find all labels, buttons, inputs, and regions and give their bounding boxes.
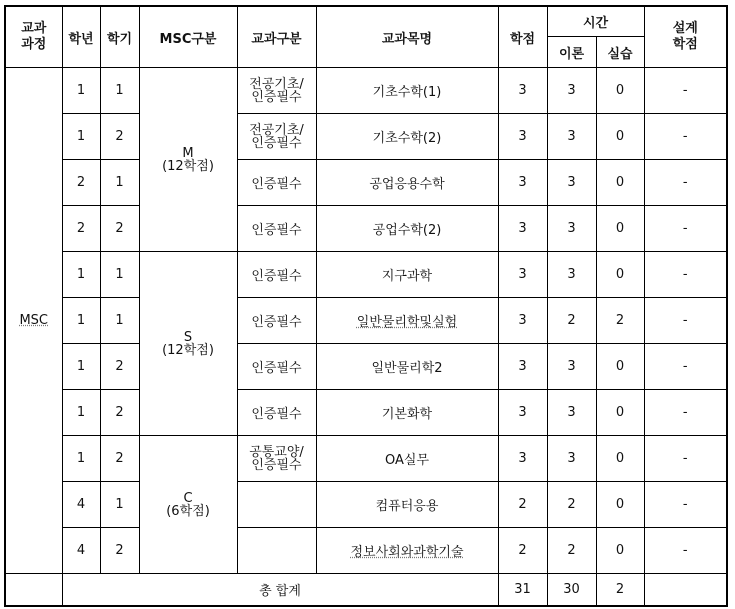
course-type-cell: 공통교양/ 인증필수 bbox=[237, 436, 316, 482]
year-cell: 1 bbox=[62, 390, 100, 436]
msc-curriculum-table bbox=[4, 5, 728, 607]
practice-cell: 0 bbox=[596, 344, 644, 390]
year-cell: 1 bbox=[62, 68, 100, 114]
theory-cell: 3 bbox=[547, 206, 596, 252]
course-type-cell: 인증필수 bbox=[237, 298, 316, 344]
semester-cell: 1 bbox=[100, 482, 139, 528]
header-year: 학년 bbox=[62, 6, 100, 68]
practice-cell: 0 bbox=[596, 68, 644, 114]
header-practice: 실습 bbox=[596, 37, 644, 68]
credits-cell: 2 bbox=[498, 482, 547, 528]
course-name-cell: 지구과학 bbox=[316, 252, 498, 298]
practice-cell: 0 bbox=[596, 390, 644, 436]
practice-cell: 0 bbox=[596, 206, 644, 252]
theory-cell: 3 bbox=[547, 436, 596, 482]
course-name-cell: OA실무 bbox=[316, 436, 498, 482]
header-hours: 시간 bbox=[547, 6, 644, 37]
course-type-cell: 인증필수 bbox=[237, 160, 316, 206]
theory-cell: 2 bbox=[547, 298, 596, 344]
credits-cell: 3 bbox=[498, 68, 547, 114]
table-row bbox=[5, 390, 727, 436]
course-type-cell: 인증필수 bbox=[237, 344, 316, 390]
course-name-cell: 기초수학(1) bbox=[316, 68, 498, 114]
semester-cell: 2 bbox=[100, 206, 139, 252]
practice-cell: 0 bbox=[596, 528, 644, 574]
total-design bbox=[644, 574, 727, 607]
header-course-type: 교과구분 bbox=[237, 6, 316, 68]
header-msc-type: MSC구분 bbox=[139, 6, 237, 68]
total-practice: 2 bbox=[596, 574, 644, 607]
header-theory: 이론 bbox=[547, 37, 596, 68]
msc-group-m: M (12학점) bbox=[139, 68, 237, 252]
design-cell: - bbox=[644, 436, 727, 482]
credits-cell: 3 bbox=[498, 390, 547, 436]
year-cell: 4 bbox=[62, 482, 100, 528]
semester-cell: 2 bbox=[100, 528, 139, 574]
course-type-cell: 인증필수 bbox=[237, 252, 316, 298]
credits-cell: 3 bbox=[498, 344, 547, 390]
year-cell: 1 bbox=[62, 252, 100, 298]
total-theory: 30 bbox=[547, 574, 596, 607]
header-credits: 학점 bbox=[498, 6, 547, 68]
table-row bbox=[5, 344, 727, 390]
theory-cell: 2 bbox=[547, 482, 596, 528]
theory-cell: 3 bbox=[547, 344, 596, 390]
design-cell: - bbox=[644, 114, 727, 160]
header-curriculum: 교과 과정 bbox=[5, 6, 62, 68]
practice-cell: 2 bbox=[596, 298, 644, 344]
credits-cell: 3 bbox=[498, 252, 547, 298]
theory-cell: 3 bbox=[547, 252, 596, 298]
year-cell: 4 bbox=[62, 528, 100, 574]
msc-group-c: C (6학점) bbox=[139, 436, 237, 574]
course-name-cell: 공업수학(2) bbox=[316, 206, 498, 252]
course-name-cell: 정보사회와과학기술 bbox=[316, 528, 498, 574]
year-cell: 1 bbox=[62, 344, 100, 390]
course-name-cell: 일반물리학2 bbox=[316, 344, 498, 390]
year-cell: 1 bbox=[62, 114, 100, 160]
course-name-cell: 일반물리학및실험 bbox=[316, 298, 498, 344]
year-cell: 2 bbox=[62, 160, 100, 206]
design-cell: - bbox=[644, 344, 727, 390]
semester-cell: 2 bbox=[100, 436, 139, 482]
course-name-cell: 공업응용수학 bbox=[316, 160, 498, 206]
semester-cell: 1 bbox=[100, 160, 139, 206]
semester-cell: 1 bbox=[100, 68, 139, 114]
semester-cell: 1 bbox=[100, 298, 139, 344]
practice-cell: 0 bbox=[596, 114, 644, 160]
course-name-cell: 기초수학(2) bbox=[316, 114, 498, 160]
total-label: 총 합계 bbox=[62, 574, 498, 607]
practice-cell: 0 bbox=[596, 160, 644, 206]
table-row bbox=[5, 206, 727, 252]
credits-cell: 3 bbox=[498, 298, 547, 344]
course-type-cell bbox=[237, 528, 316, 574]
semester-cell: 2 bbox=[100, 390, 139, 436]
course-type-cell: 전공기초/ 인증필수 bbox=[237, 68, 316, 114]
theory-cell: 2 bbox=[547, 528, 596, 574]
table-row bbox=[5, 114, 727, 160]
semester-cell: 2 bbox=[100, 114, 139, 160]
design-cell: - bbox=[644, 482, 727, 528]
theory-cell: 3 bbox=[547, 114, 596, 160]
course-type-cell: 인증필수 bbox=[237, 390, 316, 436]
practice-cell: 0 bbox=[596, 482, 644, 528]
semester-cell: 1 bbox=[100, 252, 139, 298]
course-name-cell: 기본화학 bbox=[316, 390, 498, 436]
theory-cell: 3 bbox=[547, 160, 596, 206]
header-semester: 학기 bbox=[100, 6, 139, 68]
credits-cell: 3 bbox=[498, 114, 547, 160]
table-row bbox=[5, 160, 727, 206]
credits-cell: 2 bbox=[498, 528, 547, 574]
year-cell: 1 bbox=[62, 298, 100, 344]
year-cell: 1 bbox=[62, 436, 100, 482]
curriculum-cell: MSC bbox=[5, 68, 62, 574]
table-row bbox=[5, 482, 727, 528]
table-row bbox=[5, 68, 727, 114]
table-row bbox=[5, 436, 727, 482]
header-design-credits: 설계 학점 bbox=[644, 6, 727, 68]
credits-cell: 3 bbox=[498, 160, 547, 206]
design-cell: - bbox=[644, 160, 727, 206]
practice-cell: 0 bbox=[596, 436, 644, 482]
header-course-name: 교과목명 bbox=[316, 6, 498, 68]
table-row bbox=[5, 528, 727, 574]
design-cell: - bbox=[644, 68, 727, 114]
practice-cell: 0 bbox=[596, 252, 644, 298]
design-cell: - bbox=[644, 252, 727, 298]
course-name-cell: 컴퓨터응용 bbox=[316, 482, 498, 528]
curriculum-table-container bbox=[4, 5, 728, 607]
course-type-cell: 인증필수 bbox=[237, 206, 316, 252]
design-cell: - bbox=[644, 528, 727, 574]
semester-cell: 2 bbox=[100, 344, 139, 390]
credits-cell: 3 bbox=[498, 436, 547, 482]
credits-cell: 3 bbox=[498, 206, 547, 252]
total-row bbox=[5, 574, 727, 607]
theory-cell: 3 bbox=[547, 68, 596, 114]
design-cell: - bbox=[644, 206, 727, 252]
total-credits: 31 bbox=[498, 574, 547, 607]
design-cell: - bbox=[644, 298, 727, 344]
theory-cell: 3 bbox=[547, 390, 596, 436]
total-blank-cell bbox=[5, 574, 62, 607]
table-row bbox=[5, 252, 727, 298]
design-cell: - bbox=[644, 390, 727, 436]
course-type-cell bbox=[237, 482, 316, 528]
course-type-cell: 전공기초/ 인증필수 bbox=[237, 114, 316, 160]
msc-group-s: S (12학점) bbox=[139, 252, 237, 436]
table-row bbox=[5, 298, 727, 344]
year-cell: 2 bbox=[62, 206, 100, 252]
